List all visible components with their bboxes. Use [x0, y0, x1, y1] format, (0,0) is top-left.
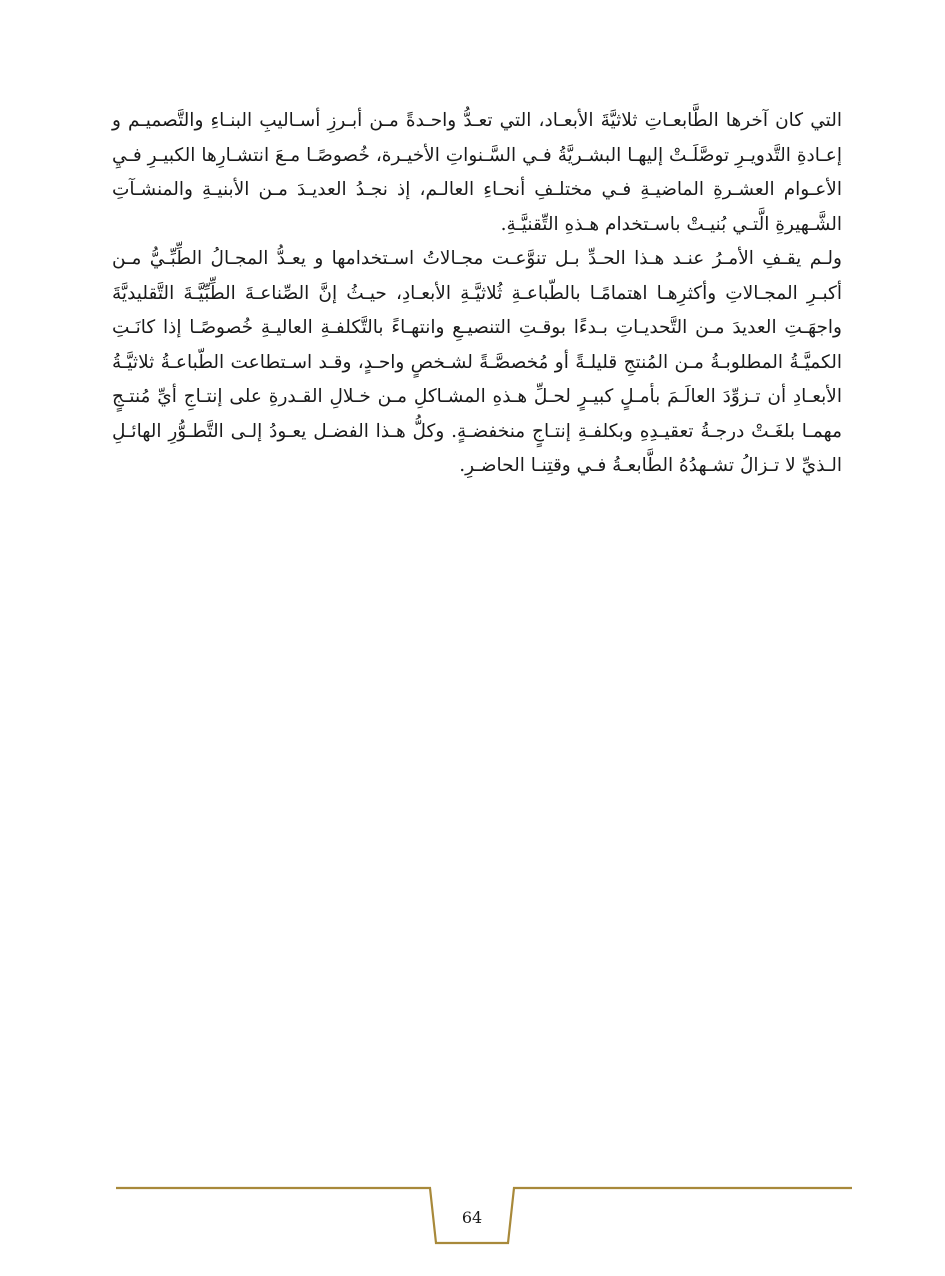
page-body: [112, 104, 842, 484]
page-number: 64: [461, 1208, 483, 1227]
paragraph-2: ولـم يقـفِ الأمـرُ عنـد هـذا الحـدِّ بـل تنوَّعـت مجـالاتُ اسـتخدامها و يعـدُّ المجـالُ الطِّبِّـيُّ مـن أكبـرِ المجـالاتِ وأكثرِهـا اهتمامًـا بالطّباعـةِ ثُلاثيَّـةِ الأبعـادِ، حيـثُ إنَّ الصِّناعـةَ الطِّبِّيَّـةَ التَّقليديَّةَ واجهَـتِ العديدَ مـن التَّحديـاتِ بـدءًا بوقـتِ التنصيـعِ وانتهـاءً بالتَّكلفـةِ العاليـةِ خُصوصًـا إذا كانَـتِ الكميَّـةُ المطلوبـةُ مـن المُنتجِ قليلـةً أو مُخصصَّـةً لشـخصٍ واحـدٍ، وقـد اسـتطاعت الطّباعـةُ ثلاثيَّـةُ الأبعـادِ أن تـزوِّدَ العالَـمَ بأمـلٍ كبيـرٍ لحـلِّ هـذهِ المشـاكلِ مـن خـلالِ القـدرةِ على إنتـاجِ أيِّ مُنتـجٍ مهمـا بلغَـتْ درجـةُ تعقيـدِهِ وبكلفـةِ إنتـاجٍ منخفضـةٍ. وكلُّ هـذا الفضـل يعـودُ إلـى التَّطـوُّرِ الهائـلِ الـذيِّ لا تـزالُ تشـهدُهُ الطَّابعـةُ فـي وقتِنـا الحاضـرِ.: [112, 248, 842, 476]
paragraph-1: التي كان آخرها الطَّابعـاتِ ثلاثيَّةَ الأبعـاد، التي تعـدُّ واحـدةً مـن أبـرزِ أسـاليبِ البنـاءِ والتَّصميـم و إعـادةِ التَّدويـرِ توصَّلَـتْ إليهـا البشـريَّةُ فـي السَّـنواتِ الأخيـرة، خُصوصًـا مـعَ انتشـارِها الكبيـرِ فـيِ الأعـوام العشـرةِ الماضيـةِ فـي مختلـفِ أنحـاءِ العالـم، إذ نجـدُ العديـدَ مـن الأبنيـةِ والمنشـآتِ الشَّـهيرةِ الَّتـي بُنيـتْ باسـتخدام هـذهِ التِّقنيَّـةِ.: [112, 110, 842, 235]
